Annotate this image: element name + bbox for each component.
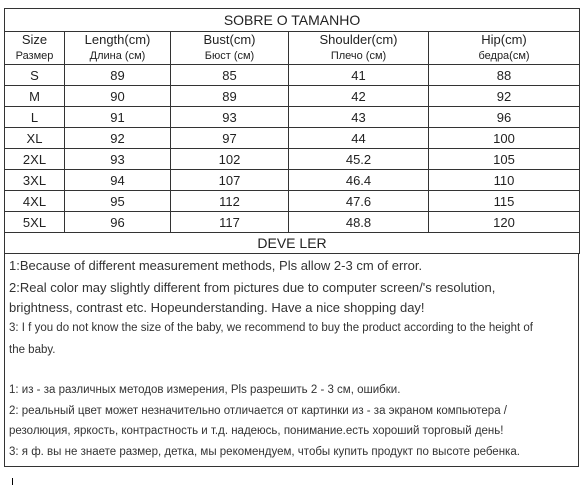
table-row: [5, 149, 580, 170]
measurement-cell: 42: [289, 86, 429, 107]
measurement-cell: 46.4: [289, 170, 429, 191]
note-en-2-cont: brightness, contrast etc. Hopeunderstanding. Have a nice shopping day!: [9, 300, 425, 315]
note-ru-2-cont: резолюция, яркость, контрастность и т.д. надеюсь, понимание.есть хороший торговый день!: [9, 425, 504, 437]
size-chart-sheet: [4, 8, 579, 467]
note-en-3: 3: I f you do not know the size of the baby, we recommend to buy the product according to the height of: [9, 322, 533, 334]
measurement-cell: 94: [65, 170, 171, 191]
note-en-2: 2:Real color may slightly different from pictures due to computer screen/'s resolution,: [9, 280, 496, 295]
measurement-cell: 96: [429, 107, 580, 128]
measurement-cell: 115: [429, 191, 580, 212]
measurement-cell: 112: [171, 191, 289, 212]
measurement-cell: 107: [171, 170, 289, 191]
header-hip: Hip(cm) бедра(см): [429, 32, 580, 65]
measurement-cell: 110: [429, 170, 580, 191]
measurement-cell: 88: [429, 65, 580, 86]
size-cell: XL: [5, 128, 65, 149]
measurement-cell: 45.2: [289, 149, 429, 170]
measurement-cell: 47.6: [289, 191, 429, 212]
measurement-cell: 117: [171, 212, 289, 233]
note-ru-3: 3: я ф. вы не знаете размер, детка, мы рекомендуем, чтобы купить продукт по высоте ребенка.: [9, 446, 520, 458]
table-row: [5, 65, 580, 86]
measurement-cell: 89: [65, 65, 171, 86]
measurement-cell: 44: [289, 128, 429, 149]
measurement-cell: 102: [171, 149, 289, 170]
size-cell: M: [5, 86, 65, 107]
size-cell: 2XL: [5, 149, 65, 170]
measurement-cell: 85: [171, 65, 289, 86]
measurement-cell: 97: [171, 128, 289, 149]
section-label: DEVE LER: [5, 233, 580, 254]
note-ru-2: 2: реальный цвет может незначительно отличается от картинки из - за экраном компьютера /: [9, 405, 507, 417]
note-en-1: 1:Because of different measurement methods, Pls allow 2-3 cm of error.: [9, 258, 423, 273]
edge-mark: [12, 478, 13, 485]
measurement-cell: 100: [429, 128, 580, 149]
size-cell: 3XL: [5, 170, 65, 191]
measurement-cell: 92: [65, 128, 171, 149]
size-cell: 4XL: [5, 191, 65, 212]
header-shoulder: Shoulder(cm) Плечо (см): [289, 32, 429, 65]
size-cell: L: [5, 107, 65, 128]
table-title: SOBRE O TAMANHO: [5, 9, 580, 32]
size-table: [4, 8, 580, 254]
measurement-cell: 89: [171, 86, 289, 107]
table-row: [5, 128, 580, 149]
measurement-cell: 105: [429, 149, 580, 170]
measurement-cell: 91: [65, 107, 171, 128]
measurement-cell: 120: [429, 212, 580, 233]
measurement-cell: 48.8: [289, 212, 429, 233]
measurement-cell: 43: [289, 107, 429, 128]
table-row: [5, 86, 580, 107]
measurement-cell: 92: [429, 86, 580, 107]
measurement-cell: 93: [65, 149, 171, 170]
measurement-cell: 95: [65, 191, 171, 212]
table-row: [5, 212, 580, 233]
measurement-cell: 41: [289, 65, 429, 86]
size-cell: 5XL: [5, 212, 65, 233]
header-row: [5, 32, 580, 65]
size-cell: S: [5, 65, 65, 86]
measurement-cell: 93: [171, 107, 289, 128]
measurement-cell: 96: [65, 212, 171, 233]
header-bust: Bust(cm) Бюст (см): [171, 32, 289, 65]
header-size: Size Размер: [5, 32, 65, 65]
table-row: [5, 191, 580, 212]
note-ru-1: 1: из - за различных методов измерения, Pls разрешить 2 - 3 см, ошибки.: [9, 384, 401, 396]
measurement-cell: 90: [65, 86, 171, 107]
notes-box: [4, 254, 579, 467]
table-row: [5, 170, 580, 191]
note-en-3-cont: the baby.: [9, 344, 56, 356]
table-row: [5, 107, 580, 128]
header-length: Length(cm) Длина (см): [65, 32, 171, 65]
